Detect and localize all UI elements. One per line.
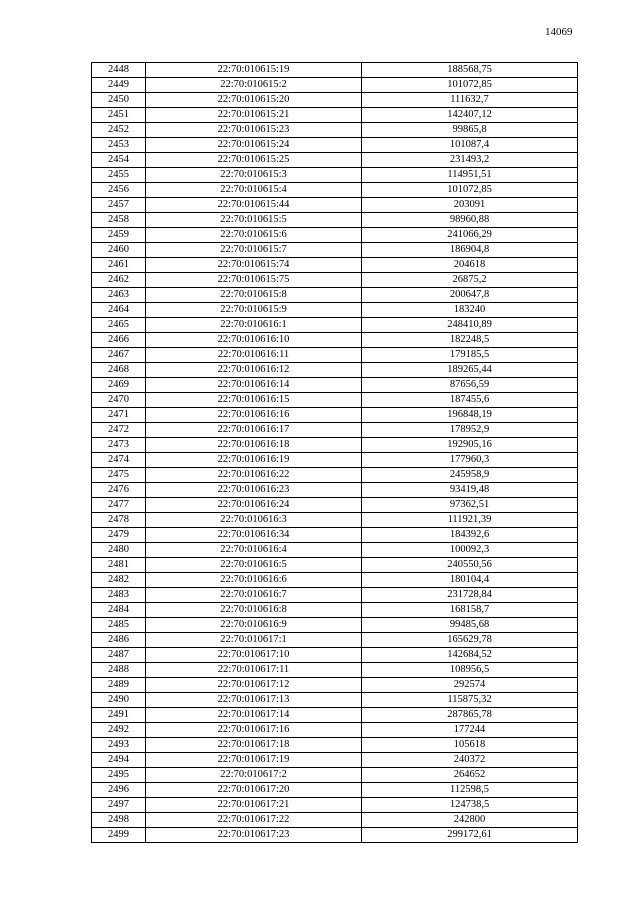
- table-row: [92, 273, 578, 288]
- table-row: [92, 543, 578, 558]
- value-cell: 178952,9: [362, 423, 578, 438]
- value-cell: 196848,19: [362, 408, 578, 423]
- table-row: [92, 303, 578, 318]
- cadastral-number-cell: 22:70:010615:25: [146, 153, 362, 168]
- table-row: [92, 693, 578, 708]
- cadastral-number-cell: 22:70:010616:5: [146, 558, 362, 573]
- row-number-cell: 2491: [92, 708, 146, 723]
- row-number-cell: 2478: [92, 513, 146, 528]
- row-number-cell: 2468: [92, 363, 146, 378]
- table-row: [92, 363, 578, 378]
- value-cell: 231493,2: [362, 153, 578, 168]
- table-row: [92, 828, 578, 843]
- cadastral-number-cell: 22:70:010615:19: [146, 63, 362, 78]
- value-cell: 142407,12: [362, 108, 578, 123]
- row-number-cell: 2459: [92, 228, 146, 243]
- cadastral-number-cell: 22:70:010616:18: [146, 438, 362, 453]
- table-row: [92, 633, 578, 648]
- table-row: [92, 663, 578, 678]
- row-number-cell: 2473: [92, 438, 146, 453]
- value-cell: 101072,85: [362, 183, 578, 198]
- cadastral-number-cell: 22:70:010617:10: [146, 648, 362, 663]
- cadastral-number-cell: 22:70:010616:16: [146, 408, 362, 423]
- table-row: [92, 453, 578, 468]
- value-cell: 100092,3: [362, 543, 578, 558]
- row-number-cell: 2449: [92, 78, 146, 93]
- value-cell: 26875,2: [362, 273, 578, 288]
- table-row: [92, 708, 578, 723]
- value-cell: 101087,4: [362, 138, 578, 153]
- row-number-cell: 2482: [92, 573, 146, 588]
- value-cell: 105618: [362, 738, 578, 753]
- cadastral-value-table: [91, 62, 578, 843]
- row-number-cell: 2484: [92, 603, 146, 618]
- table-row: [92, 168, 578, 183]
- row-number-cell: 2472: [92, 423, 146, 438]
- cadastral-number-cell: 22:70:010616:22: [146, 468, 362, 483]
- row-number-cell: 2456: [92, 183, 146, 198]
- cadastral-number-cell: 22:70:010616:1: [146, 318, 362, 333]
- table-body: [92, 63, 578, 843]
- value-cell: 186904,8: [362, 243, 578, 258]
- row-number-cell: 2496: [92, 783, 146, 798]
- row-number-cell: 2498: [92, 813, 146, 828]
- cadastral-number-cell: 22:70:010616:17: [146, 423, 362, 438]
- value-cell: 287865,78: [362, 708, 578, 723]
- row-number-cell: 2474: [92, 453, 146, 468]
- table-row: [92, 723, 578, 738]
- table-row: [92, 393, 578, 408]
- cadastral-number-cell: 22:70:010616:7: [146, 588, 362, 603]
- value-cell: 200647,8: [362, 288, 578, 303]
- table-row: [92, 588, 578, 603]
- cadastral-number-cell: 22:70:010616:9: [146, 618, 362, 633]
- table-row: [92, 753, 578, 768]
- table-row: [92, 798, 578, 813]
- cadastral-number-cell: 22:70:010616:4: [146, 543, 362, 558]
- cadastral-number-cell: 22:70:010615:21: [146, 108, 362, 123]
- table-row: [92, 138, 578, 153]
- row-number-cell: 2479: [92, 528, 146, 543]
- row-number-cell: 2488: [92, 663, 146, 678]
- value-cell: 180104,4: [362, 573, 578, 588]
- cadastral-number-cell: 22:70:010616:34: [146, 528, 362, 543]
- table-row: [92, 108, 578, 123]
- table-row: [92, 228, 578, 243]
- value-cell: 187455,6: [362, 393, 578, 408]
- table-row: [92, 333, 578, 348]
- cadastral-number-cell: 22:70:010617:1: [146, 633, 362, 648]
- cadastral-number-cell: 22:70:010617:22: [146, 813, 362, 828]
- cadastral-number-cell: 22:70:010615:7: [146, 243, 362, 258]
- table-row: [92, 768, 578, 783]
- value-cell: 124738,5: [362, 798, 578, 813]
- value-cell: 108956,5: [362, 663, 578, 678]
- row-number-cell: 2452: [92, 123, 146, 138]
- cadastral-number-cell: 22:70:010616:12: [146, 363, 362, 378]
- table-row: [92, 498, 578, 513]
- value-cell: 99485,68: [362, 618, 578, 633]
- row-number-cell: 2493: [92, 738, 146, 753]
- value-cell: 241066,29: [362, 228, 578, 243]
- row-number-cell: 2467: [92, 348, 146, 363]
- row-number-cell: 2481: [92, 558, 146, 573]
- cadastral-number-cell: 22:70:010616:15: [146, 393, 362, 408]
- row-number-cell: 2497: [92, 798, 146, 813]
- row-number-cell: 2475: [92, 468, 146, 483]
- value-cell: 111632,7: [362, 93, 578, 108]
- row-number-cell: 2461: [92, 258, 146, 273]
- row-number-cell: 2487: [92, 648, 146, 663]
- cadastral-number-cell: 22:70:010617:13: [146, 693, 362, 708]
- row-number-cell: 2451: [92, 108, 146, 123]
- table-row: [92, 483, 578, 498]
- value-cell: 299172,61: [362, 828, 578, 843]
- cadastral-number-cell: 22:70:010617:20: [146, 783, 362, 798]
- row-number-cell: 2469: [92, 378, 146, 393]
- cadastral-number-cell: 22:70:010616:23: [146, 483, 362, 498]
- cadastral-number-cell: 22:70:010616:14: [146, 378, 362, 393]
- value-cell: 177960,3: [362, 453, 578, 468]
- table-row: [92, 258, 578, 273]
- row-number-cell: 2453: [92, 138, 146, 153]
- row-number-cell: 2489: [92, 678, 146, 693]
- table-row: [92, 198, 578, 213]
- row-number-cell: 2457: [92, 198, 146, 213]
- table-row: [92, 153, 578, 168]
- row-number-cell: 2454: [92, 153, 146, 168]
- table-row: [92, 573, 578, 588]
- cadastral-number-cell: 22:70:010615:4: [146, 183, 362, 198]
- table-row: [92, 618, 578, 633]
- value-cell: 240372: [362, 753, 578, 768]
- row-number-cell: 2477: [92, 498, 146, 513]
- cadastral-number-cell: 22:70:010615:8: [146, 288, 362, 303]
- row-number-cell: 2462: [92, 273, 146, 288]
- row-number-cell: 2448: [92, 63, 146, 78]
- value-cell: 142684,52: [362, 648, 578, 663]
- page-number: 14069: [545, 26, 573, 38]
- cadastral-number-cell: 22:70:010617:23: [146, 828, 362, 843]
- value-cell: 165629,78: [362, 633, 578, 648]
- cadastral-number-cell: 22:70:010617:2: [146, 768, 362, 783]
- row-number-cell: 2455: [92, 168, 146, 183]
- value-cell: 168158,7: [362, 603, 578, 618]
- value-cell: 248410,89: [362, 318, 578, 333]
- cadastral-number-cell: 22:70:010615:5: [146, 213, 362, 228]
- cadastral-number-cell: 22:70:010615:44: [146, 198, 362, 213]
- value-cell: 264652: [362, 768, 578, 783]
- value-cell: 245958,9: [362, 468, 578, 483]
- value-cell: 189265,44: [362, 363, 578, 378]
- table-row: [92, 528, 578, 543]
- row-number-cell: 2490: [92, 693, 146, 708]
- cadastral-number-cell: 22:70:010617:14: [146, 708, 362, 723]
- table-row: [92, 813, 578, 828]
- table-row: [92, 558, 578, 573]
- table-row: [92, 468, 578, 483]
- cadastral-number-cell: 22:70:010615:9: [146, 303, 362, 318]
- row-number-cell: 2471: [92, 408, 146, 423]
- row-number-cell: 2460: [92, 243, 146, 258]
- cadastral-number-cell: 22:70:010616:10: [146, 333, 362, 348]
- row-number-cell: 2463: [92, 288, 146, 303]
- value-cell: 240550,56: [362, 558, 578, 573]
- table-row: [92, 183, 578, 198]
- table-row: [92, 408, 578, 423]
- row-number-cell: 2458: [92, 213, 146, 228]
- row-number-cell: 2465: [92, 318, 146, 333]
- cadastral-number-cell: 22:70:010617:12: [146, 678, 362, 693]
- row-number-cell: 2470: [92, 393, 146, 408]
- table-row: [92, 378, 578, 393]
- value-cell: 182248,5: [362, 333, 578, 348]
- table-row: [92, 603, 578, 618]
- row-number-cell: 2466: [92, 333, 146, 348]
- table-row: [92, 738, 578, 753]
- cadastral-number-cell: 22:70:010617:11: [146, 663, 362, 678]
- value-cell: 99865,8: [362, 123, 578, 138]
- table-row: [92, 438, 578, 453]
- cadastral-number-cell: 22:70:010616:11: [146, 348, 362, 363]
- table-row: [92, 123, 578, 138]
- cadastral-number-cell: 22:70:010615:6: [146, 228, 362, 243]
- cadastral-number-cell: 22:70:010616:19: [146, 453, 362, 468]
- row-number-cell: 2492: [92, 723, 146, 738]
- value-cell: 115875,32: [362, 693, 578, 708]
- value-cell: 242800: [362, 813, 578, 828]
- value-cell: 114951,51: [362, 168, 578, 183]
- value-cell: 87656,59: [362, 378, 578, 393]
- cadastral-number-cell: 22:70:010615:2: [146, 78, 362, 93]
- value-cell: 98960,88: [362, 213, 578, 228]
- value-cell: 192905,16: [362, 438, 578, 453]
- table-row: [92, 318, 578, 333]
- table-row: [92, 783, 578, 798]
- table-row: [92, 423, 578, 438]
- table-row: [92, 348, 578, 363]
- table-row: [92, 678, 578, 693]
- cadastral-number-cell: 22:70:010615:3: [146, 168, 362, 183]
- cadastral-number-cell: 22:70:010615:23: [146, 123, 362, 138]
- cadastral-number-cell: 22:70:010616:6: [146, 573, 362, 588]
- cadastral-number-cell: 22:70:010615:75: [146, 273, 362, 288]
- table-row: [92, 63, 578, 78]
- row-number-cell: 2485: [92, 618, 146, 633]
- cadastral-number-cell: 22:70:010615:24: [146, 138, 362, 153]
- cadastral-number-cell: 22:70:010615:20: [146, 93, 362, 108]
- value-cell: 184392,6: [362, 528, 578, 543]
- table-row: [92, 213, 578, 228]
- value-cell: 292574: [362, 678, 578, 693]
- value-cell: 179185,5: [362, 348, 578, 363]
- row-number-cell: 2464: [92, 303, 146, 318]
- value-cell: 203091: [362, 198, 578, 213]
- row-number-cell: 2494: [92, 753, 146, 768]
- row-number-cell: 2483: [92, 588, 146, 603]
- cadastral-number-cell: 22:70:010617:18: [146, 738, 362, 753]
- value-cell: 231728,84: [362, 588, 578, 603]
- table-row: [92, 78, 578, 93]
- value-cell: 112598,5: [362, 783, 578, 798]
- value-cell: 204618: [362, 258, 578, 273]
- row-number-cell: 2450: [92, 93, 146, 108]
- row-number-cell: 2480: [92, 543, 146, 558]
- table-row: [92, 243, 578, 258]
- value-cell: 177244: [362, 723, 578, 738]
- row-number-cell: 2476: [92, 483, 146, 498]
- cadastral-number-cell: 22:70:010616:24: [146, 498, 362, 513]
- table-row: [92, 93, 578, 108]
- cadastral-number-cell: 22:70:010616:8: [146, 603, 362, 618]
- value-cell: 97362,51: [362, 498, 578, 513]
- cadastral-number-cell: 22:70:010617:16: [146, 723, 362, 738]
- table-row: [92, 513, 578, 528]
- value-cell: 183240: [362, 303, 578, 318]
- value-cell: 93419,48: [362, 483, 578, 498]
- row-number-cell: 2486: [92, 633, 146, 648]
- value-cell: 111921,39: [362, 513, 578, 528]
- cadastral-number-cell: 22:70:010617:21: [146, 798, 362, 813]
- table-row: [92, 648, 578, 663]
- row-number-cell: 2495: [92, 768, 146, 783]
- value-cell: 101072,85: [362, 78, 578, 93]
- cadastral-number-cell: 22:70:010615:74: [146, 258, 362, 273]
- value-cell: 188568,75: [362, 63, 578, 78]
- row-number-cell: 2499: [92, 828, 146, 843]
- cadastral-number-cell: 22:70:010617:19: [146, 753, 362, 768]
- table-row: [92, 288, 578, 303]
- cadastral-number-cell: 22:70:010616:3: [146, 513, 362, 528]
